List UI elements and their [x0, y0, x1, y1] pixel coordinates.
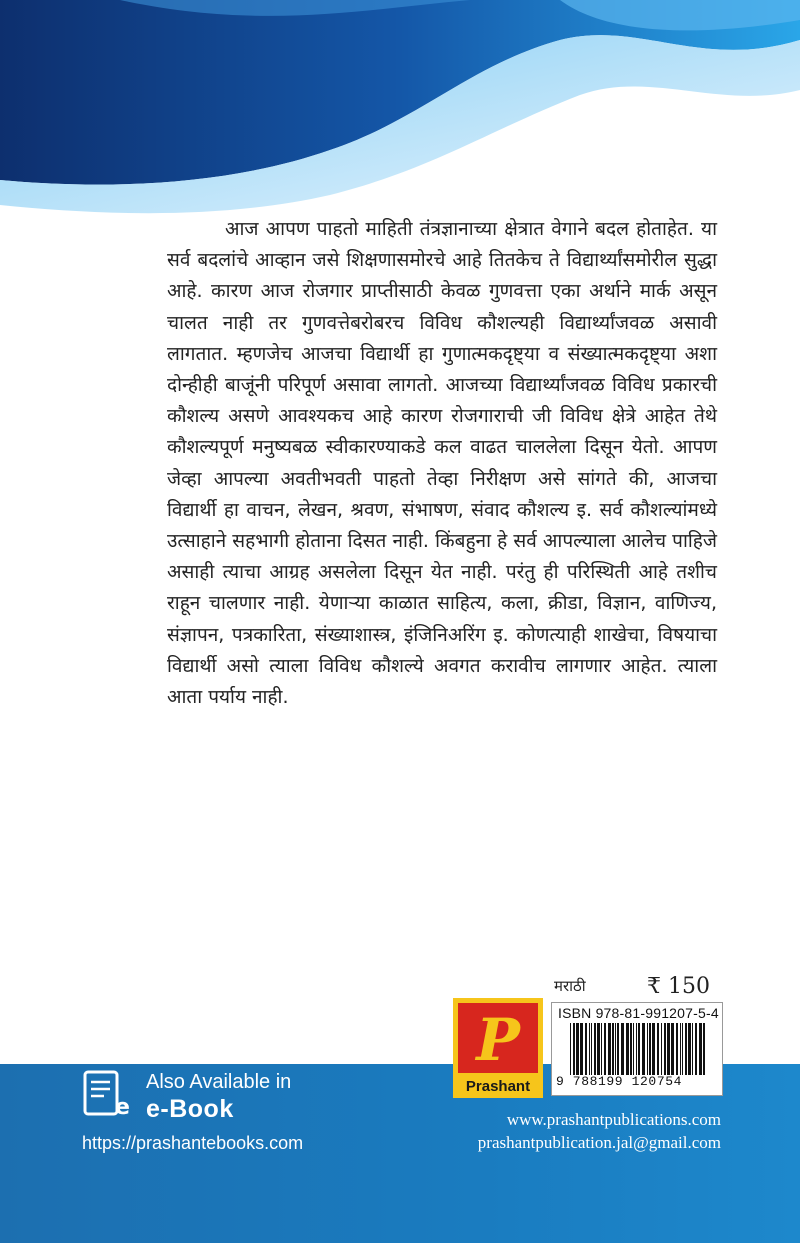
barcode-bar: [615, 1023, 616, 1075]
back-cover-blurb: आज आपण पाहतो माहिती तंत्रज्ञानाच्या क्षेत्रात वेगाने बदल होताहेत. या सर्व बदलांचे आव्हान जसे शिक्षणासमोरचे आहे तितकेच ते विद्यार्थ्यांसमोरील सुद्धा आहे. कारण आज रोजगार प्राप्तीसाठी केवळ गुणवत्ता एका अर्थाने मार्क असून चालत नाही तर गुणवत्तेबरोबरच विविध कौशल्यही विद्यार्थ्यांजवळ असावी लागतात. म्हणजेच आजचा विद्यार्थी हा गुणात्मकदृष्ट्या व संख्यात्मकदृष्ट्या अशा दोन्हीही बाजूंनी परिपूर्ण असावा लागतो. आजच्या विद्यार्थ्यांजवळ विविध प्रकारची कौशल्य असणे आवश्यकच आहे कारण रोजगाराची जी विविध क्षेत्रे आहेत तेथे कौशल्यपूर्ण मनुष्यबळ स्वीकारण्याकडे कल वाढत चाललेला दिसून येतो. आपण जेव्हा आपल्या अवतीभवती पाहतो तेव्हा निरीक्षण असे सांगते की, आजचा विद्यार्थी हा वाचन, लेखन, श्रवण, संभाषण, संवाद कौशल्य इ. सर्व कौशल्यांमध्ये उत्साहाने सहभागी होताना दिसत नाही. किंबहुना हे सर्व आपल्याला आलेच पाहिजे असाही त्याचा आग्रह असलेला दिसून येत नाही. परंतु ही परिस्थिती आहे तशीच राहून चालणार नाही. येणाऱ्या काळात साहित्य, कला, क्रीडा, विज्ञान, वाणिज्य, संज्ञापन, पत्रकारिता, संख्याशास्त्र, इंजिनिअरिंग इ. कोणत्याही शाखेचा, विषयाचा विद्यार्थी असो त्याला विविध कौशल्ये अवगत करावीच लागणार आहेत. त्याला आता पर्याय नाही.: [167, 218, 717, 709]
svg-text:P: P: [476, 1006, 520, 1074]
barcode-bar: [573, 1023, 575, 1075]
barcode-bar: [699, 1023, 702, 1075]
barcode-bar: [636, 1023, 637, 1075]
barcode-bar: [638, 1023, 640, 1075]
barcode-bar: [601, 1023, 602, 1075]
barcode-bar: [604, 1023, 606, 1075]
barcode-bar: [664, 1023, 666, 1075]
barcode-bar: [585, 1023, 587, 1075]
barcode-bar: [597, 1023, 600, 1075]
barcode-bar: [642, 1023, 645, 1075]
barcode-bar: [576, 1023, 579, 1075]
barcode-bar: [680, 1023, 681, 1075]
barcode-bar: [617, 1023, 619, 1075]
barcode-bar: [676, 1023, 678, 1075]
publisher-email[interactable]: prashantpublication.jal@gmail.com: [477, 1133, 721, 1152]
barcode-bar: [671, 1023, 674, 1075]
barcode-bar: [695, 1023, 697, 1075]
barcode-bar: [621, 1023, 624, 1075]
barcode-digits: 9 788199 120754: [556, 1074, 683, 1089]
barcode-bar: [580, 1023, 583, 1075]
barcode-bar: [626, 1023, 629, 1075]
price-label: ₹ 150: [647, 974, 710, 999]
ebook-icon: [82, 1068, 128, 1120]
barcode-bar: [692, 1023, 693, 1075]
barcode: [568, 1023, 718, 1075]
barcode-bar: [667, 1023, 670, 1075]
barcode-bar: [647, 1023, 648, 1075]
barcode-bar: [630, 1023, 632, 1075]
barcode-bar: [591, 1023, 592, 1075]
svg-text:Prashant: Prashant: [465, 1078, 531, 1095]
publisher-website[interactable]: www.prashantpublications.com: [506, 1110, 721, 1129]
barcode-bar: [688, 1023, 691, 1075]
barcode-bar: [661, 1023, 662, 1075]
barcode-bar: [608, 1023, 611, 1075]
barcode-bar: [649, 1023, 651, 1075]
barcode-bar: [685, 1023, 687, 1075]
barcode-bar: [682, 1023, 683, 1075]
isbn-barcode-box: [551, 1002, 723, 1096]
isbn-label: ISBN 978-81-991207-5-4: [558, 1005, 719, 1021]
ebook-available-text: Also Available in: [146, 1071, 292, 1093]
barcode-bar: [594, 1023, 596, 1075]
barcode-bar: [652, 1023, 655, 1075]
barcode-bar: [657, 1023, 659, 1075]
barcode-bar: [589, 1023, 590, 1075]
publisher-logo: [453, 998, 543, 1098]
ebook-title: e-Book: [146, 1095, 234, 1123]
ebook-link[interactable]: https://prashantebooks.com: [82, 1133, 304, 1153]
barcode-bar: [570, 1023, 571, 1075]
barcode-bar: [633, 1023, 634, 1075]
language-label: मराठी: [554, 977, 586, 995]
barcode-bar: [612, 1023, 614, 1075]
svg-text:e: e: [115, 1095, 130, 1120]
barcode-bar: [703, 1023, 705, 1075]
